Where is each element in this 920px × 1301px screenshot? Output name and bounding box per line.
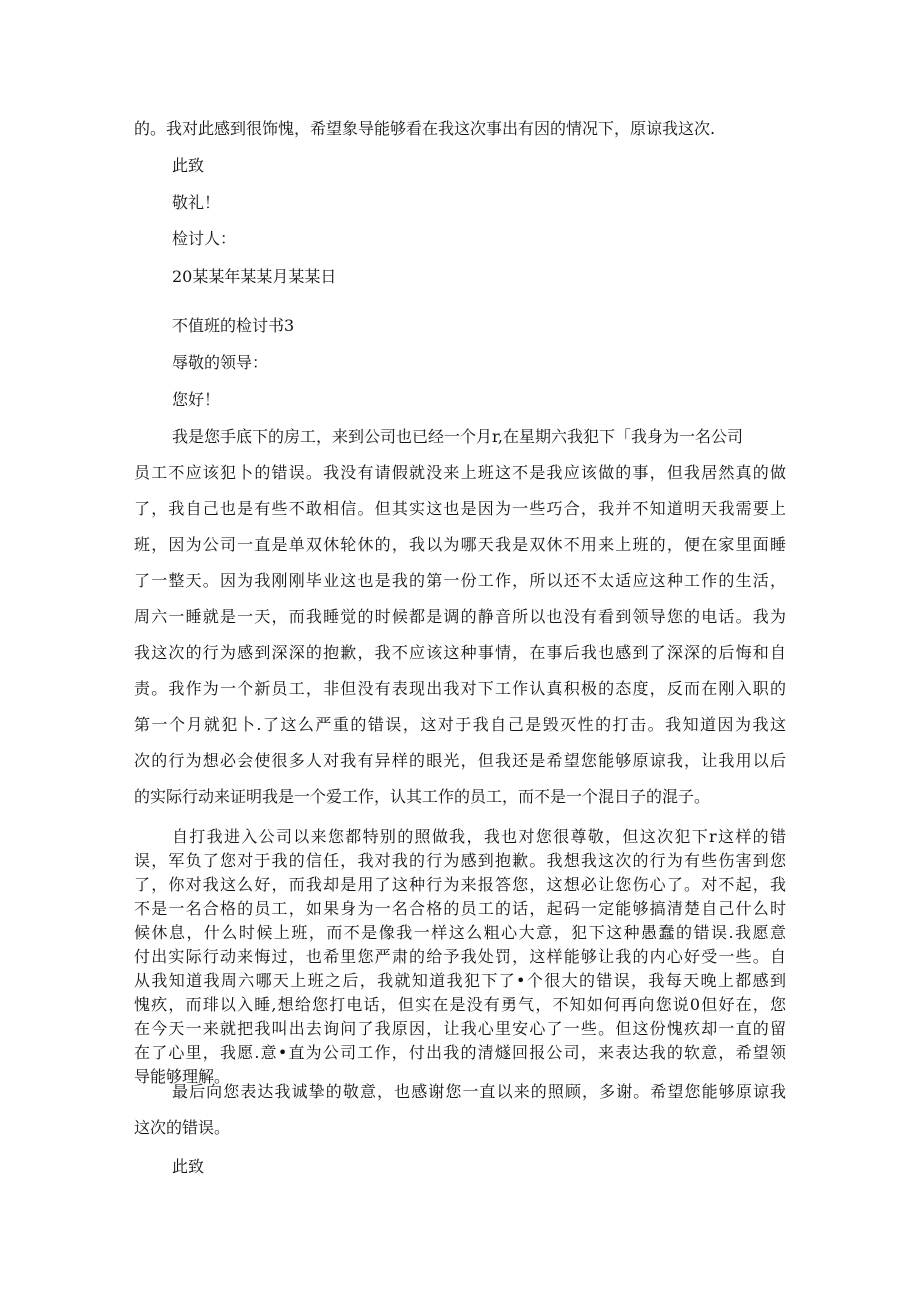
paragraph-line: 了，你对我这么好，而我却是用了这种行为来报答您，这想必让您伤心了。对不起，我 <box>134 875 786 894</box>
greeting-hello: 您好！ <box>172 390 221 409</box>
paragraph-line: 的实际行动来证明我是一个爱工作，认其工作的员工，而不是一个混日子的混子。 <box>134 787 711 806</box>
paragraph-line: 付出实际行动来悔过，也希里您严肃的给予我处罚，这样能够让我的内心好受一些。自 <box>134 947 786 966</box>
paragraph-line: 周六一睡就是一天，而我睡觉的时候都是调的静音所以也没有看到领导您的电话。我为 <box>134 607 786 626</box>
paragraph-line: 这次的错误。 <box>134 1118 231 1137</box>
paragraph-line: 自打我进入公司以来您都特别的照做我，我也对您很尊敬，但这次犯下r这样的错 <box>172 827 786 846</box>
paragraph-line: 第一个月就犯卜.了这么严重的错误，这对于我自己是毁灭性的打击。我知道因为我这 <box>134 715 786 734</box>
closing-regards: 敬礼！ <box>172 193 221 212</box>
paragraph-line: 候休息，什么时候上班，而不是像我一样这么粗心大意，犯下这种愚蠢的错误.我愿意 <box>134 923 786 942</box>
paragraph-line: 从我知道我周六哪天上班之后，我就知道我犯下了•个很大的错误，我每天晚上都感到 <box>134 971 786 990</box>
paragraph-line: 我是您手底下的房工，来到公司也已经一个月r,在星期六我犯下「我身为一名公司 <box>172 427 743 446</box>
paragraph-line: 导能够理解。 <box>134 1067 231 1086</box>
paragraph-line: 员工不应该犯卜的错误。我没有请假就没来上班这不是我应该做的事，但我居然真的做 <box>134 463 786 482</box>
closing-salutation: 此致 <box>172 156 205 175</box>
paragraph-line: 误，军负了您对于我的信任，我对我的行为感到抱歉。我想我这次的行为有些伤害到您 <box>134 851 786 870</box>
date-line: 20某某年某某月某某日 <box>172 267 337 286</box>
paragraph-line: 最后向您表达我诚挚的敬意，也感谢您一直以来的照顾，多谢。希望您能够原谅我 <box>172 1082 786 1101</box>
paragraph-line: 在了心里，我愿.意•直为公司工作，付出我的清燧回报公司，来表达我的软意，希望领 <box>134 1043 786 1062</box>
paragraph-line: 了一整天。因为我刚刚毕业这也是我的第一份工作，所以还不太适应这种工作的生活， <box>134 571 786 590</box>
paragraph-line: 了，我自己也是有些不敢相信。但其实这也是因为一些巧合，我并不知道明天我需要上 <box>134 499 786 518</box>
closing-salutation: 此致 <box>172 1157 205 1176</box>
text-line: 的。我对此感到很饰愧，希望象导能够看在我这次事出有因的情况下，原谅我这次. <box>134 119 716 138</box>
paragraph-line: 在今天一来就把我叫出去询问了我原因，让我心里安心了一些。但这份愧疚却一直的留 <box>134 1019 786 1038</box>
paragraph-line: 我这次的行为感到深深的抱歉，我不应该这种事情，在事后我也感到了深深的后悔和自 <box>134 643 786 662</box>
paragraph-line: 班，因为公司一直是单双休轮休的，我以为哪天我是双休不用来上班的，便在家里面睡 <box>134 535 786 554</box>
greeting-line: 辱敬的领导： <box>172 353 269 372</box>
paragraph-line: 责。我作为一个新员工，非但没有表现出我对下工作认真积极的态度，反而在刚入职的 <box>134 679 786 698</box>
paragraph-line: 次的行为想必会使很多人对我有异样的眼光，但我还是希望您能够原谅我，让我用以后 <box>134 751 786 770</box>
signatory-label: 检讨人： <box>172 229 237 248</box>
paragraph-line: 不是一名合格的员工，如果身为一名合格的员工的话，起码一定能够搞清楚自己什么时 <box>134 899 786 918</box>
paragraph-line: 愧疚，而琲以入睡,想给您打电话，但实在是没有勇气，不知如何再向您说0但好在，您 <box>134 995 786 1014</box>
section-title: 不值班的检讨书3 <box>172 316 295 335</box>
